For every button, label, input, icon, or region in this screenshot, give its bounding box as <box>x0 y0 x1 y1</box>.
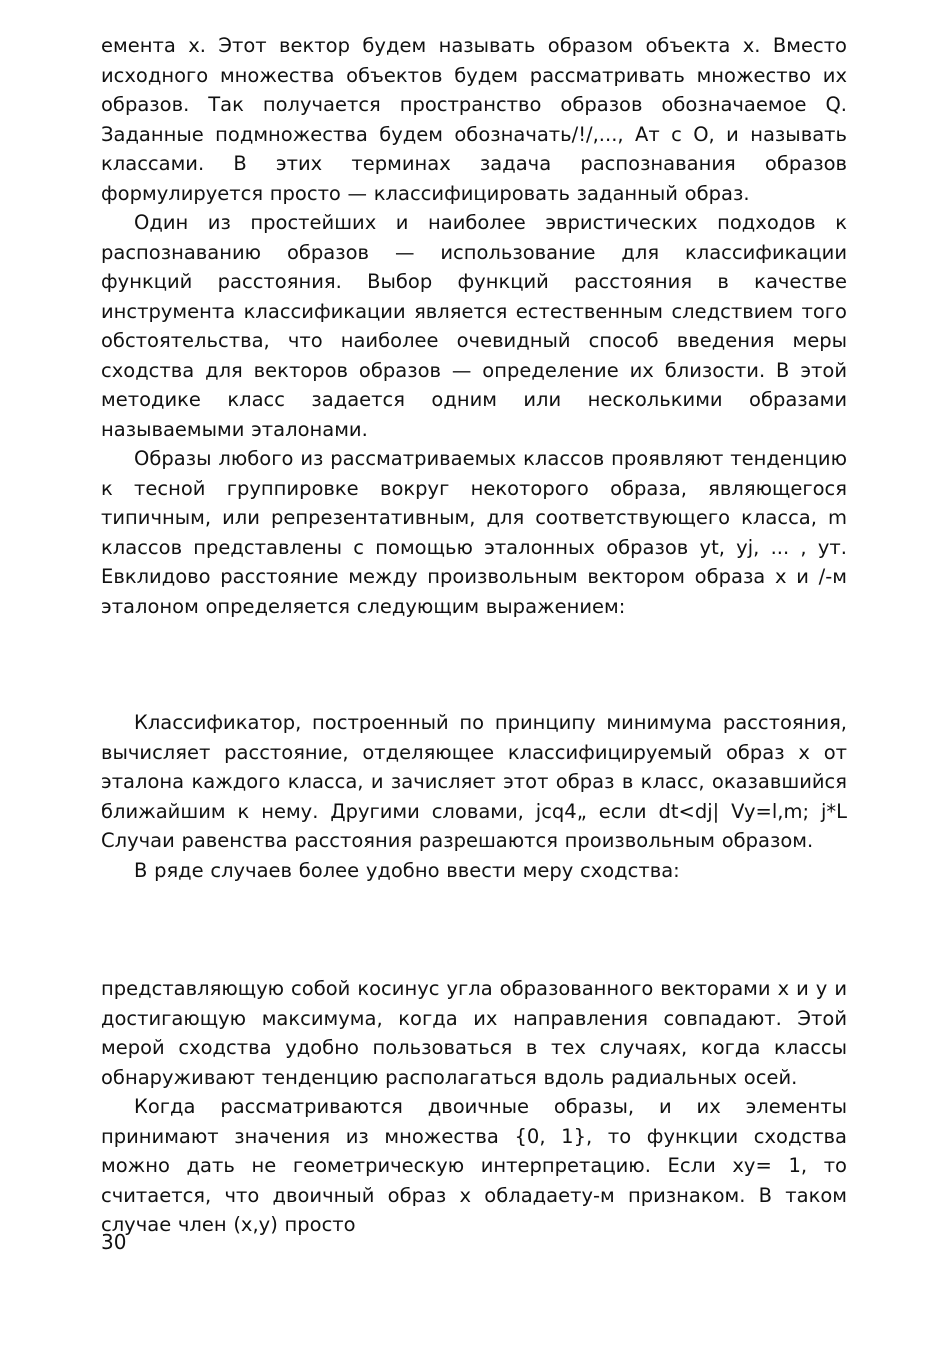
paragraph-similarity-measure: В ряде случаев более удобно ввести меру сходства: <box>134 858 680 882</box>
text-block-middle <box>101 708 847 885</box>
paragraph-min-distance-classifier: Классификатор, построенный по принципу минимума расстояния, вычисляет расстояние, отделяющее классифицируемый образ x от эталона каждого класса, и зачисляет этот образ в класс, оказавшийся ближайшим к нему. Другими словами, jcq4„ если dt<dj| Vy=l,m; j*L Случаи равенства расстояния разрешаются произвольным образом. <box>101 711 847 852</box>
paragraph-reference-patterns: Образы любого из рассматриваемых классов проявляют тенденцию к тесной группировке вокруг некоторого образа, являющегося типичным, или репрезентативным, для соответствующего класса, m классов представлены с помощью эталонных образов yt, yj, ... , yт. Евклидово расстояние между произвольным вектором образа x и /-м эталоном определяется следующим выражением: <box>101 447 847 618</box>
paragraph-object-image: емента x. Этот вектор будем называть образом объекта x. Вместо исходного множества объектов будем рассматривать множество их образов. Так получается пространство образов обозначаемое Q. Заданные подмножества будем обозначать/!/,..., Aт с O, и называть классами. В этих терминах задача распознавания образов формулируется просто — классифицировать заданный образ. <box>101 34 847 205</box>
page-number: 30 <box>101 1230 127 1254</box>
paragraph-binary-patterns: Когда рассматриваются двоичные образы, и их элементы принимают значения из множества {0, 1}, то функции сходства можно дать не геометрическую интерпретацию. Если xy= 1, то считается, что двоичный образ x обладаету-м признаком. В таком случае член (x,y) просто <box>101 1095 847 1236</box>
text-block-bottom <box>101 974 847 1240</box>
text-block-top <box>101 31 847 621</box>
formula-area-euclidean <box>101 590 847 705</box>
paragraph-cosine-angle: представляющую собой косинус угла образованного векторами x и y и достигающую максимума, когда их направления совпадают. Этой мерой сходства удобно пользоваться в тех случаях, когда классы обнаруживают тенденцию располагаться вдоль радиальных осей. <box>101 977 847 1089</box>
paragraph-distance-functions: Один из простейших и наиболее эвристических подходов к распознаванию образов — использование для классификации функций расстояния. Выбор функций расстояния в качестве инструмента классификации является естественным следствием того обстоятельства, что наиболее очевидный способ введения меры сходства для векторов образов — определение их близости. В этой методике класс задается одним или несколькими образами называемыми эталонами. <box>101 211 847 441</box>
formula-area-cosine <box>101 890 847 975</box>
